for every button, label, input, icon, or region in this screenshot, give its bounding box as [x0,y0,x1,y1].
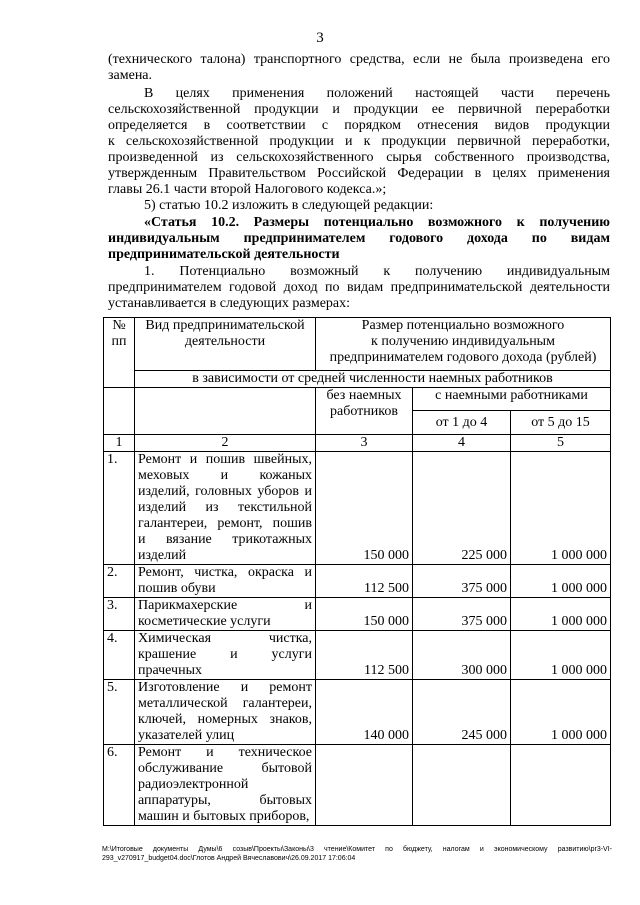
value-5-to-15 [511,745,611,826]
row-number: 4. [104,631,135,680]
header-5-to-15: от 5 до 15 [511,411,611,435]
text-line: главы 26.1 части второй Налогового кодекса.»; [108,182,387,197]
activity-name: Парикмахерские и косметические услуги [135,598,316,631]
table-row [104,565,611,598]
text-line: индивидуальным предпринимателем годового дохода по видам [108,231,610,246]
text-line: В целях применения положений настоящей части перечень [144,86,610,101]
value-1-to-4 [413,745,511,826]
activity-name: Ремонт и техническое обслуживание бытовой радиоэлектронной аппаратуры, бытовых машин и бытовых приборов, [135,745,316,826]
table-row [104,745,611,826]
value-1-to-4: 300 000 [413,631,511,680]
table-row [104,631,611,680]
text-line: устанавливается в следующих размерах: [108,296,351,311]
value-1-to-4: 245 000 [413,680,511,745]
paragraph-amendment: 5) статью 10.2 изложить в следующей редакции: [144,198,434,213]
text-line: предпринимателем годовой доход по видам предпринимательской деятельности [108,280,610,295]
column-number: 4 [413,435,511,452]
table-row [104,598,611,631]
text-line: «Статья 10.2. Размеры потенциально возможного к получению [144,215,610,230]
row-number: 2. [104,565,135,598]
page-number: 3 [316,30,324,46]
header-with-employees: с наемными работниками [413,388,611,411]
activity-name: Химическая чистка, крашение и услуги прачечных [135,631,316,680]
text-line: определяется в соответствии с порядком отнесения видов продукции [108,118,610,133]
footer-path: M:\Итоговые документы Думы\6 созыв\Проекты\Законы\3 чтение\Комитет по бюджету, налогам и экономическому развитию\pr3-VI- [102,846,612,853]
text-line: 1. Потенциально возможный к получению индивидуальным [144,264,610,279]
header-activity: Вид предпринимательской деятельности [135,318,316,371]
footer-path: 293_v270917_budget04.doc\Глотов Андрей Вячеславович\26.09.2017 17:06:04 [102,855,356,862]
text-line: замена. [108,68,153,83]
header-1-to-4: от 1 до 4 [413,411,511,435]
value-without-employees [316,745,413,826]
row-number: 3. [104,598,135,631]
value-5-to-15: 1 000 000 [511,452,611,565]
paragraph-continuation [108,52,610,84]
header-without-employees: без наемных работников [316,388,413,435]
value-5-to-15: 1 000 000 [511,598,611,631]
value-without-employees: 112 500 [316,565,413,598]
table-row [104,452,611,565]
value-1-to-4: 225 000 [413,452,511,565]
column-number: 5 [511,435,611,452]
paragraph-agri-products [108,86,610,198]
header-dependence: в зависимости от средней численности наемных работников [135,371,611,388]
header-empty-cell [135,388,316,435]
value-1-to-4: 375 000 [413,565,511,598]
value-5-to-15: 1 000 000 [511,631,611,680]
header-empty-cell [104,388,135,435]
row-number: 5. [104,680,135,745]
table-header-row [104,371,611,388]
row-number: 1. [104,452,135,565]
text-line: утвержденным Правительством Российской Федерации в целях применения [108,166,610,181]
value-without-employees: 150 000 [316,598,413,631]
table-header-row [104,318,611,371]
text-line: (технического талона) транспортного средства, если не была произведена его [108,52,610,67]
activity-name: Изготовление и ремонт металлической галантереи, ключей, номерных знаков, указателей улиц [135,680,316,745]
table-row [104,680,611,745]
table-header-row [104,388,611,411]
text-line: предпринимательской деятельности [108,247,340,262]
value-without-employees: 150 000 [316,452,413,565]
document-footer [102,845,612,863]
value-without-employees: 140 000 [316,680,413,745]
value-1-to-4: 375 000 [413,598,511,631]
activity-name: Ремонт, чистка, окраска и пошив обуви [135,565,316,598]
text-line: к сельскохозяйственной продукции и к продукции первичной переработки, [108,134,610,149]
column-number: 2 [135,435,316,452]
text-line: сельскохозяйственной продукции и продукции ее первичной переработки [108,102,610,117]
income-table [103,317,611,826]
column-number: 3 [316,435,413,452]
header-number: № пп [104,318,135,388]
header-income-size: Размер потенциально возможного к получению индивидуальным предпринимателем годового дохода (рублей) [316,318,611,371]
text-line: произведенной из сельскохозяйственного сырья собственного производства, [108,150,610,165]
value-without-employees: 112 500 [316,631,413,680]
column-number-row [104,435,611,452]
column-number: 1 [104,435,135,452]
article-title [108,215,610,263]
value-5-to-15: 1 000 000 [511,680,611,745]
row-number: 6. [104,745,135,826]
value-5-to-15: 1 000 000 [511,565,611,598]
activity-name: Ремонт и пошив швейных, меховых и кожаных изделий, головных уборов и изделий из текстильной галантереи, ремонт, пошив и вязание трикотажных изделий [135,452,316,565]
paragraph-income-sizes [108,264,610,312]
